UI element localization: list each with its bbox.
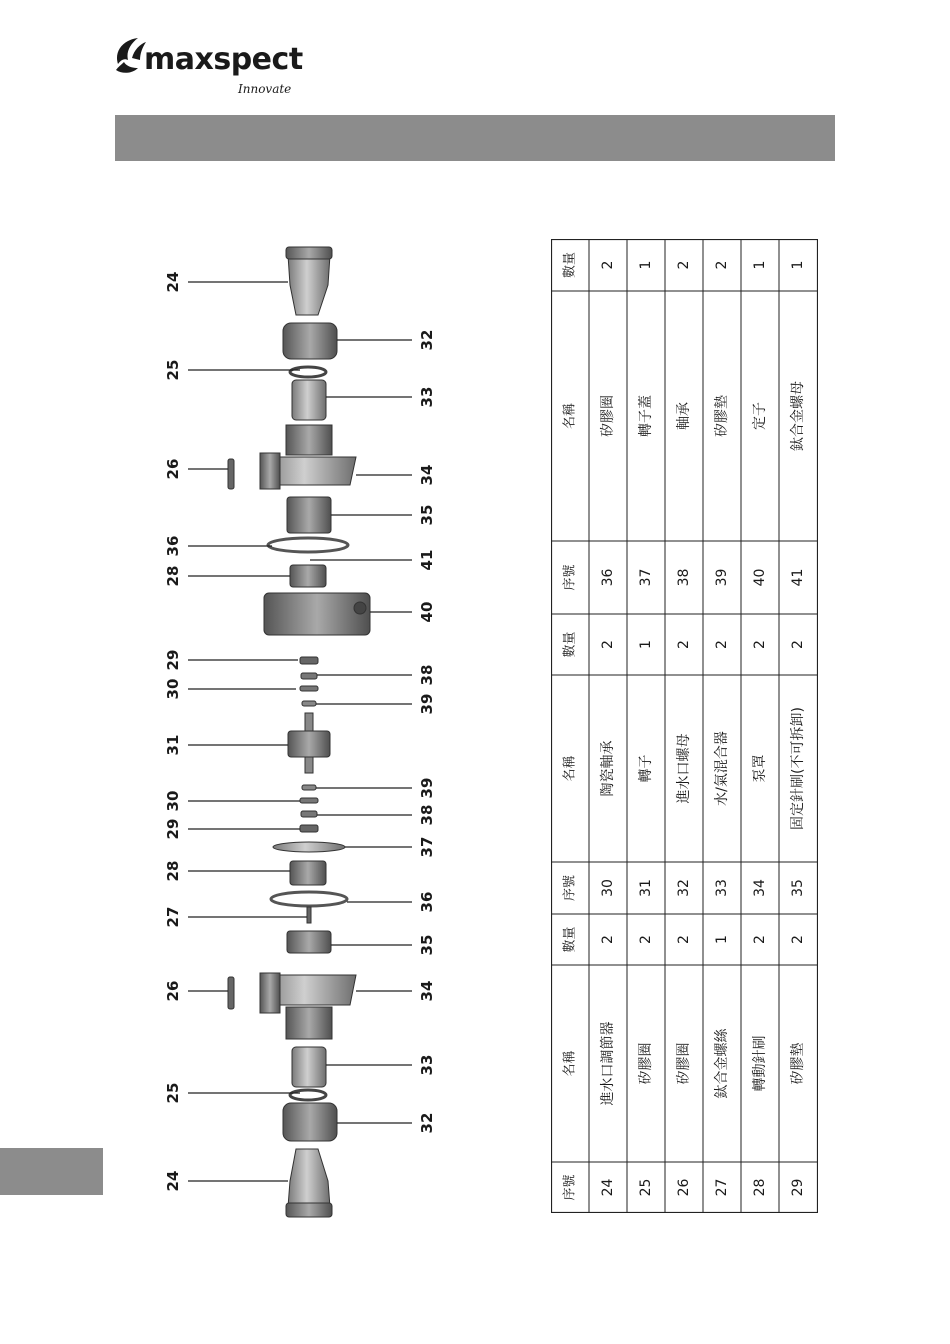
cell-qty: 2 [676, 640, 692, 649]
brand-logo [112, 30, 312, 102]
cell-qty: 2 [600, 260, 616, 270]
cell-no: 36 [600, 568, 616, 587]
cell-no: 30 [600, 879, 616, 897]
cell-name: 進水口螺母 [676, 733, 692, 804]
cell-no: 31 [638, 879, 654, 897]
callout-label: 28 [164, 860, 182, 882]
cell-name: 矽膠圈 [600, 395, 616, 437]
cell-qty: 2 [752, 935, 768, 944]
cell-qty: 2 [790, 935, 806, 944]
header-qty: 數量 [562, 631, 578, 658]
exploded-parts-diagram [150, 235, 450, 1235]
callout-label: 41 [418, 549, 436, 571]
cell-qty: 1 [752, 260, 768, 270]
cell-name: 轉子 [638, 754, 654, 783]
header-no: 序號 [562, 1174, 578, 1201]
brand-tagline: Innovate [238, 82, 292, 96]
cell-no: 41 [790, 568, 806, 587]
cell-qty: 2 [714, 260, 730, 270]
parts-table [551, 239, 818, 1213]
cell-no: 32 [676, 879, 692, 897]
callout-label: 30 [164, 790, 182, 812]
callout-label: 24 [164, 1170, 182, 1192]
brand-swirl-icon [112, 34, 148, 78]
callout-label: 26 [164, 458, 182, 480]
cell-name: 矽膠圈 [676, 1042, 692, 1085]
callout-label: 39 [418, 777, 436, 799]
callout-label: 34 [418, 464, 436, 486]
cell-qty: 1 [638, 640, 654, 649]
cell-qty: 2 [752, 640, 768, 649]
cell-name: 矽膠墊 [790, 1042, 806, 1085]
header-name: 名稱 [562, 402, 578, 430]
header-no: 序號 [562, 874, 578, 902]
callout-label: 32 [418, 329, 436, 351]
cell-no: 33 [714, 879, 730, 897]
header-qty: 數量 [562, 251, 578, 279]
cell-name: 進水口調節器 [600, 1021, 616, 1106]
header-name: 名稱 [562, 755, 578, 782]
callout-label: 40 [418, 601, 436, 623]
header-name: 名稱 [562, 1050, 578, 1077]
cell-qty: 1 [790, 260, 806, 270]
callout-label: 29 [164, 818, 182, 840]
cell-qty: 2 [600, 640, 616, 649]
callout-label: 28 [164, 565, 182, 587]
callout-label: 25 [164, 359, 182, 381]
cell-name: 水/氣混合器 [714, 731, 730, 806]
parts-illustration [228, 247, 370, 1217]
cell-qty: 2 [714, 640, 730, 649]
cell-no: 28 [752, 1178, 768, 1197]
cell-name: 定子 [752, 402, 768, 430]
cell-name: 矽膠墊 [714, 395, 730, 437]
cell-name: 固定針刷(不可拆卸) [790, 707, 806, 830]
cell-no: 27 [714, 1178, 730, 1197]
cell-name: 泵罩 [752, 754, 768, 783]
callout-label: 35 [418, 934, 436, 956]
cell-name: 鈦合金螺絲 [714, 1028, 730, 1099]
callout-label: 32 [418, 1112, 436, 1134]
header-no: 序號 [562, 564, 578, 591]
brand-name: maxspect [144, 42, 303, 77]
callout-label: 36 [418, 891, 436, 913]
header-banner [115, 115, 835, 161]
cell-no: 38 [676, 568, 692, 587]
cell-qty: 2 [600, 935, 616, 944]
left-callout-labels [164, 272, 182, 1192]
side-page-tab [0, 1148, 103, 1195]
cell-qty: 2 [638, 935, 654, 944]
cell-name: 鈦合金螺母 [790, 381, 806, 451]
cell-no: 39 [714, 568, 730, 587]
callout-label: 38 [418, 664, 436, 686]
cell-name: 轉動針刷 [752, 1035, 768, 1092]
cell-no: 37 [638, 568, 654, 587]
callout-label: 34 [418, 980, 436, 1002]
cell-name: 陶瓷軸承 [600, 740, 616, 797]
cell-qty: 2 [676, 935, 692, 944]
callout-label: 29 [164, 649, 182, 671]
callout-label: 31 [164, 734, 182, 756]
cell-qty: 1 [714, 935, 730, 944]
header-qty: 數量 [562, 926, 578, 953]
cell-no: 24 [600, 1178, 616, 1197]
callout-label: 27 [164, 906, 182, 928]
callout-label: 25 [164, 1082, 182, 1104]
cell-qty: 2 [790, 640, 806, 649]
callout-label: 33 [418, 1054, 436, 1076]
cell-no: 34 [752, 879, 768, 897]
cell-no: 40 [752, 568, 768, 587]
cell-name: 矽膠圈 [638, 1042, 654, 1085]
callout-label: 30 [164, 678, 182, 700]
callout-label: 26 [164, 980, 182, 1002]
cell-qty: 2 [676, 260, 692, 270]
cell-no: 29 [790, 1178, 806, 1197]
cell-qty: 1 [638, 260, 654, 270]
callout-label: 36 [164, 535, 182, 557]
cell-no: 25 [638, 1178, 654, 1197]
cell-no: 35 [790, 879, 806, 897]
cell-name: 轉子蓋 [638, 395, 654, 437]
callout-label: 38 [418, 804, 436, 826]
cell-no: 26 [676, 1178, 692, 1197]
callout-label: 33 [418, 386, 436, 408]
callout-label: 24 [164, 271, 182, 293]
callout-label: 35 [418, 504, 436, 526]
table-text [562, 252, 807, 1201]
callout-label: 37 [418, 836, 436, 858]
callout-label: 39 [418, 693, 436, 715]
cell-name: 軸承 [676, 402, 692, 430]
right-callout-labels [418, 330, 436, 1134]
